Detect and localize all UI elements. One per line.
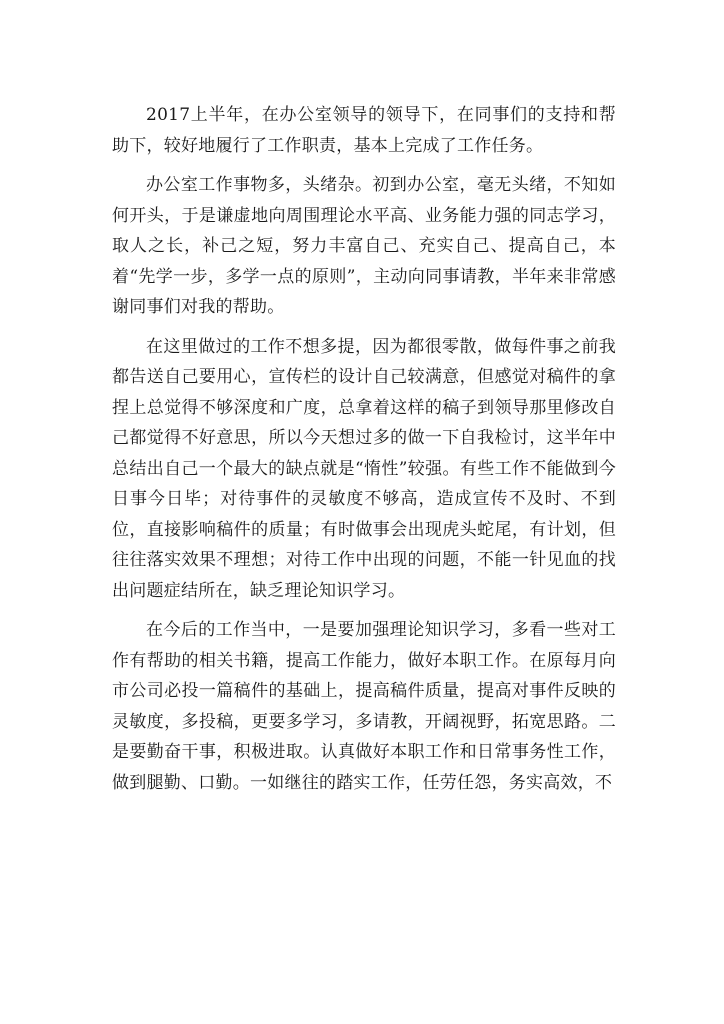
paragraph-future-plan: 在今后的工作当中，一是要加强理论知识学习，多看一些对工作有帮助的相关书籍，提高工作能力，做好本职工作。在原每月向市公司必投一篇稿件的基础上，提高稿件质量，提高对事件反映的灵敏度，多投稿，更要多学习，多请教，开阔视野，拓宽思路。二是要勤奋干事，积极进取。认真做好本职工作和日常事务性工作，做到腿勤、口勤。一如继往的踏实工作，任劳任怨，务实高效，不 [112, 620, 616, 793]
paragraph-learning-from-colleagues: 办公室工作事物多，头绪杂。初到办公室，毫无头绪，不知如何开头，于是谦虚地向周围理论水平高、业务能力强的同志学习，取人之长，补己之短，努力丰富自己、充实自己、提高自己，本着“先学一步，多学一点的原则”，主动向同事请教，半年来非常感谢同事们对我的帮助。 [112, 175, 616, 317]
paragraph-self-review: 在这里做过的工作不想多提，因为都很零散，做每件事之前我都告送自己要用心，宣传栏的设计自己较满意，但感觉对稿件的拿捏上总觉得不够深度和广度，总拿着这样的稿子到领导那里修改自己都觉得不好意思，所以今天想过多的做一下自我检讨，这半年中总结出自己一个最大的缺点就是“惰性”较强。有些工作不能做到今日事今日毕；对待事件的灵敏度不够高，造成宣传不及时、不到位，直接影响稿件的质量；有时做事会出现虎头蛇尾，有计划，但往往落实效果不理想；对待工作中出现的问题，不能一针见血的找出问题症结所在，缺乏理论知识学习。 [112, 336, 616, 601]
document-body [112, 100, 616, 807]
paragraph-work-summary-intro: 2017上半年，在办公室领导的领导下，在同事们的支持和帮助下，较好地履行了工作职责，基本上完成了工作任务。 [112, 105, 616, 156]
